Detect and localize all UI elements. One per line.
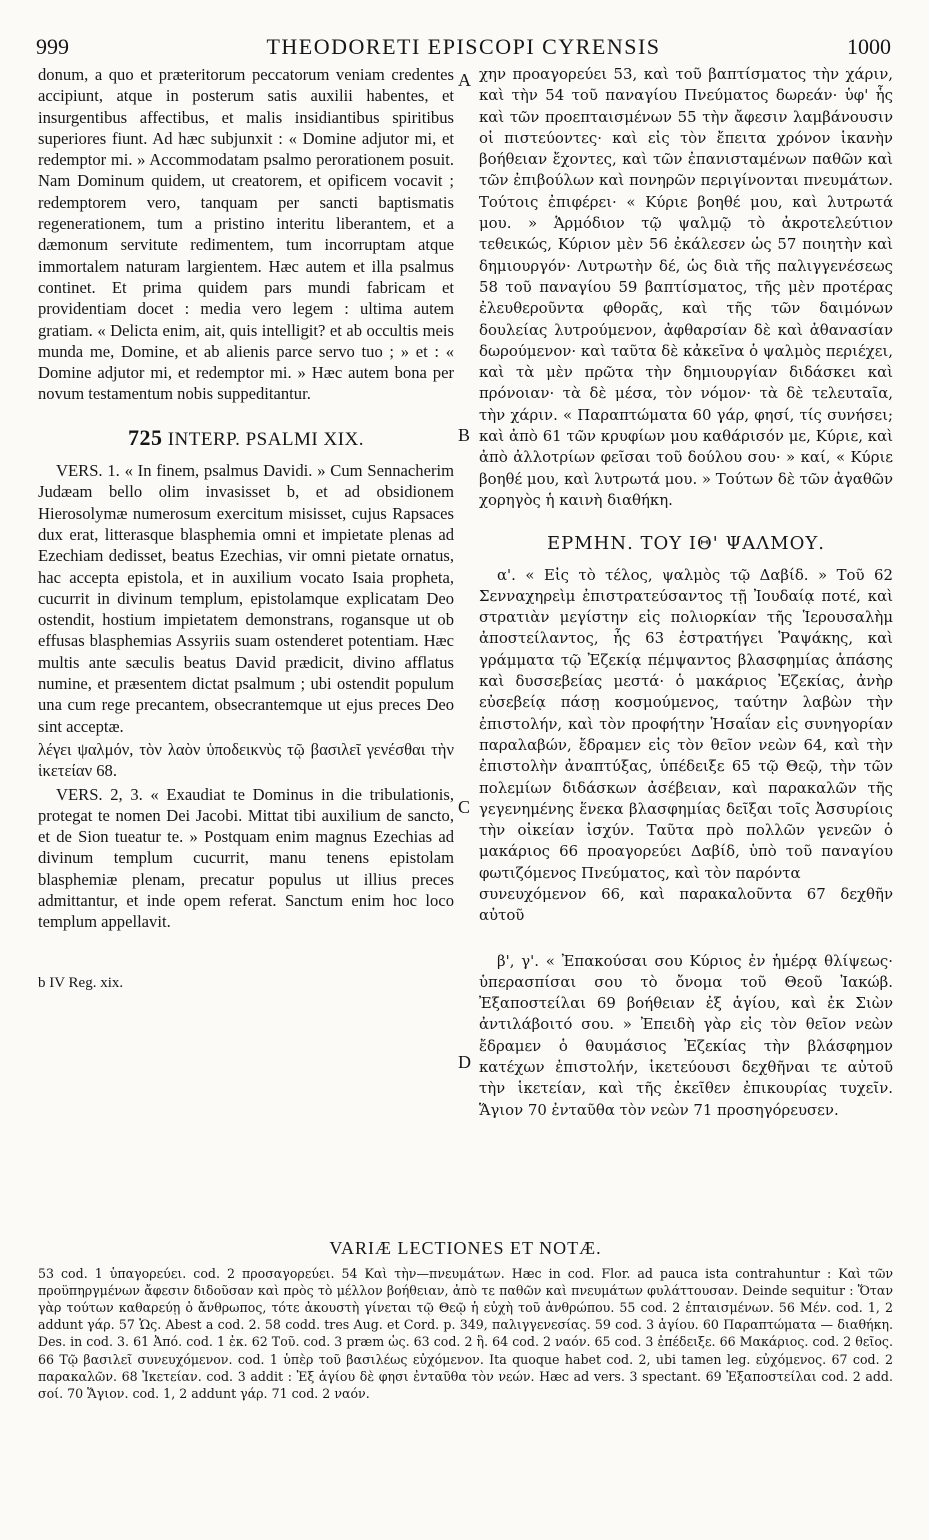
section-number: 725 [127, 424, 163, 450]
latin-column [38, 64, 454, 994]
greek-bridge-right: συνευχόμενον 66, καὶ παρακαλοῦντα 67 δεχθῆν αὐτοῦ [479, 884, 893, 925]
greek-bridge-left: λέγει ψαλμόν, τὸν λαὸν ὑποδεικνὺς τῷ βασιλεῖ γενέσθαι τὴν ἱκετείαν 68. [38, 739, 454, 781]
margin-letter-a: A [458, 70, 471, 90]
latin-section-title: INTERP. PSALMI XIX. [167, 428, 365, 450]
latin-verse-1: VERS. 1. « In finem, psalmus Davidi. » Cum Sennacherim Judæam bello olim invasisset b, et ad obsidionem Hierosolymæ numerosum exercitum misisset, cujus Rapsaces dux erat, litterasque blasphemia omni et impietate plenas ad Ezechiam dedisset, beatus Ezechias, vir omni pietate ornatus, hac accepta epistola, et in auxilium vocato Isaia propheta, cucurrit in divinum templum, epistolamque explicatam Deo ostendit, hostium impietatem demonstrans, rogansque ut ob effusas blasphemias Assyriis suam ostenderet potentiam. Hæc multis ante sæculis beatus David prædicit, divino afflatus numine, et præsentem dictat psalmum ; ubi ostendit populum una cum rege precantem, obsecrantemque ut ejus preces Deo sint acceptæ. [38, 461, 454, 736]
page-number-right: 1000 [847, 34, 891, 59]
margin-letter-d: D [458, 1052, 471, 1072]
greek-verse-1: α'. « Εἰς τὸ τέλος, ψαλμὸς τῷ Δαβίδ. » Τοῦ 62 Σενναχηρεὶμ ἐπιστρατεύσαντος τῇ Ἰουδαίᾳ ποτέ, καὶ στρατιὰν μεγίστην εἰς πολιορκίαν τῆς Ἱερουσαλὴμ ἀποστείλαντος, ἧς 63 ἐστρατήγει Ῥαψάκης, καὶ γράμματα τῷ Ἐζεκίᾳ πέμψαντος βλασφημίας ἁπάσης καὶ δυσσεβείας μεστά· ὁ μακάριος Ἐζεκίας, ἀνὴρ εὐσεβείᾳ πάσῃ κοσμούμενος, ταύτην λαβὼν τὴν ἐπιστολήν, καὶ τὸν προφήτην Ἡσαΐαν εἰς συνηγορίαν παραλαβών, ἔδραμεν εἰς τὸν θεῖον νεὼν 64, καὶ τὴν ἐπιστολὴν ἀναπτύξας, ὑπέδειξε 65 τῷ Θεῷ, τὴν τῶν πολεμίων διδάσκων ἀσέβειαν, καὶ παρακαλῶν τῆς γεγενημένης ἕνεκα βλασφημίας δεῖξαι τοῖς Ἀσσυρίοις τὴν οἰκείαν ἰσχύν. Ταῦτα πρὸ πολλῶν γενεῶν ὁ μακάριος 66 προαγορεύει Δαβίδ, ὑπὸ τοῦ παναγίου φωτιζόμενος Πνεύματος, καὶ τὸν παρόντα [479, 565, 893, 882]
running-header [36, 32, 891, 62]
latin-section-heading [38, 424, 454, 450]
margin-letter-c: C [458, 797, 471, 817]
greek-column [479, 64, 893, 1121]
page-number-left: 999 [36, 34, 69, 59]
notes-body: 53 cod. 1 ὑπαγορεύει. cod. 2 προσαγορεύει. 54 Καὶ τὴν—πνευμάτων. Hæc in cod. Flor. ad pauca ista contrahuntur : Καὶ τῶν προϋπηργμένων ἄφεσιν διδοῦσαν καὶ πρὸς τὸ μέλλον βοήθειαν, ἀπὸ τε παθῶν καὶ πνευμάτων φυλάττουσαν. Deinde sequitur : Ὅταν γὰρ τούτων καθαρεύῃ ὁ ἄνθρωπος, τότε ἀκουστὴ γίνεται τῷ Θεῷ ἡ εὐχὴ τοῦ ἀνθρώπου. 55 cod. 2 ἐπταισμένων. 56 Μέν. cod. 1, 2 addunt γάρ. 57 Ὡς. Abest a cod. 2. 58 codd. tres Aug. et Cord. p. 349, παλιγγενεσίας. 59 cod. 3 ἁγίου. 60 Παραπτώματα — διαθήκη. Des. in cod. 3. 61 Ἀπό. cod. 1 ἐκ. 62 Τοῦ. cod. 3 præm ὡς. 63 cod. 2 ἣ. 64 cod. 2 ναόν. 65 cod. 3 ἐπέδειξε. 66 Μακάριος. cod. 2 θεῖος. 66 Τῷ βασιλεῖ συνευχόμενον. cod. 1 ὑπὲρ τοῦ βασιλέως εὐχόμενον. Ita quoque habet cod. 2, ubi tamen leg. εὐχόμενος. 67 cod. 2 παρακαλῶν. 68 Ἱκετείαν. cod. 3 addit : Ἐξ ἁγίου δὲ φησι ἐνταῦθα τὸν νεών. Hæc ad vers. 3 spectant. 69 Ἐξαποστείλαι cod. 2 add. σοί. 70 Ἅγιον. cod. 1, 2 addunt γάρ. 71 cod. 2 ναόν. [38, 1266, 893, 1401]
greek-intro-paragraph: χην προαγορεύει 53, καὶ τοῦ βαπτίσματος τὴν χάριν, καὶ τὴν 54 τοῦ παναγίου Πνεύματος δωρεάν· ὑφ' ἧς καὶ τῶν προεπταισμένων 55 τὴν ἄφεσιν λαμβάνουσιν οἱ πιστεύοντες· καὶ εἰς τὸν ἔπειτα χρόνον ἱκανὴν βοήθειαν ἔχοντες, καὶ τῶν ἐπανισταμένων παθῶν καὶ τῶν ἐπιβούλων καὶ πονηρῶν περιγίνονται πνευμάτων. Τούτοις ἐπιφέρει· « Κύριε βοηθέ μου, καὶ λυτρωτά μου. » Ἁρμόδιον τῷ ψαλμῷ τὸ ἀκροτελεύτιον τεθεικώς, Κύριον μὲν 56 ἐκάλεσεν ὡς 57 ποιητὴν καὶ δημιουργόν· Λυτρωτὴν δέ, ὡς διὰ τῆς παλιγγενέσεως 58 τοῦ παναγίου 59 βαπτίσματος, τῆς μὲν προτέρας ἐλευθεροῦντα φθορᾶς, καὶ τῆς τῶν δαιμόνων δουλείας λυτρούμενον, ἀφθαρσίαν δὲ καὶ ἀθανασίαν δωρούμενον· καὶ ταῦτα δὲ κἀκεῖνα ὁ ψαλμὸς περιέχει, καὶ τὰ μὲν πρῶτα τὴν δημιουργίαν διδάσκει καὶ πρόνοιαν· τὰ δὲ μέσα, τὸν νόμον· τὰ δὲ τελευταῖα, τὴν χάριν. « Παραπτώματα 60 γάρ, φησί, τίς συνήσει; καὶ ἀπὸ 61 τῶν κρυφίων μου καθάρισόν με, Κύριε, καὶ ἀπὸ ἀλλοτρίων φεῖσαι τοῦ δούλου σου· » καί, « Κύριε βοηθέ μου, καὶ λυτρωτά μου. » Τούτων δὲ τῶν ἀγαθῶν χορηγὸς ἡ καινὴ διαθήκη. [479, 65, 893, 509]
greek-verse-2-3: β', γ'. « Ἐπακούσαι σου Κύριος ἐν ἡμέρᾳ θλίψεως· ὑπερασπίσαι σου τὸ ὄνομα τοῦ Θεοῦ Ἰακώβ. Ἐξαποστείλαι 69 βοήθειαν ἐξ ἁγίου, καὶ ἐκ Σιὼν ἀντιλάβοιτό σου. » Ἐπειδὴ γὰρ εἰς τὸν θεῖον νεὼν ἔδραμεν ὁ θαυμάσιος Ἐζεκίας τὴν βλάσφημον κατέχων ἐπιστολήν, ἱκετεύουσι δεχθῆναι τε αὐτοῦ τὴν ἱκετείαν, καὶ τῆς ἐκεῖθεν ἐπικουρίας τυχεῖν. Ἅγιον 70 ἐνταῦθα τὸν νεὼν 71 προσηγόρευσεν. [479, 951, 893, 1119]
latin-intro-paragraph: donum, a quo et præteritorum peccatorum veniam credentes accipiunt, atque in posterum satis auxilii habentes, et insurgentibus affectibus, et malis insidiantibus spiritibus superiores fiunt. Ad hæc subjunxit : « Domine adjutor mi, et redemptor mi. » Accommodatam psalmo perorationem posuit. Nam Dominum quidem, ut creatorem, et opificem vocavit ; redemptorem vero, tanquam per sancti baptismatis regenerationem, tum a pristino interitu liberantem, et a dæmonum servitute redimentem, tum incorruptam atque immortalem naturam largientem. Hæc autem et illa psalmus continet. Et prima quidem pars mundi fabricam et providentiam docet : media vero legem : ultima autem gratiam. « Delicta enim, ait, quis intelligit? et ab occultis meis munda me, Domine, et ab alienis parce servo tuo ; » et : « Domine adjutor mi, et redemptor mi. » Hæc autem bona per novum testamentum nobis suppeditantur. [38, 65, 454, 404]
greek-section-heading: ΕΡΜΗΝ. ΤΟΥ ΙΘ' ΨΑΛΜΟΥ. [546, 533, 826, 555]
latin-verse-2-3: VERS. 2, 3. « Exaudiat te Dominus in die tribulationis, protegat te nomen Dei Jacobi. Mittat tibi auxilium de sancto, et de Sion tueatur te. » Postquam enim magnus Ezechias ad divinum templum cucurrit, manu tenens epistolam blasphemiæ plenam, precatur populus ut illius preces admittantur, et inde opem referat. Sanctum enim hoc loco templum appellavit. [38, 784, 454, 932]
notes-title: VARIÆ LECTIONES ET NOTÆ. [329, 1238, 602, 1258]
margin-letter-b: B [458, 425, 471, 445]
latin-footnote: b IV Reg. xix. [38, 974, 124, 991]
running-title: THEODORETI EPISCOPI CYRENSIS [266, 34, 661, 59]
variae-lectiones-section [38, 1240, 893, 1402]
